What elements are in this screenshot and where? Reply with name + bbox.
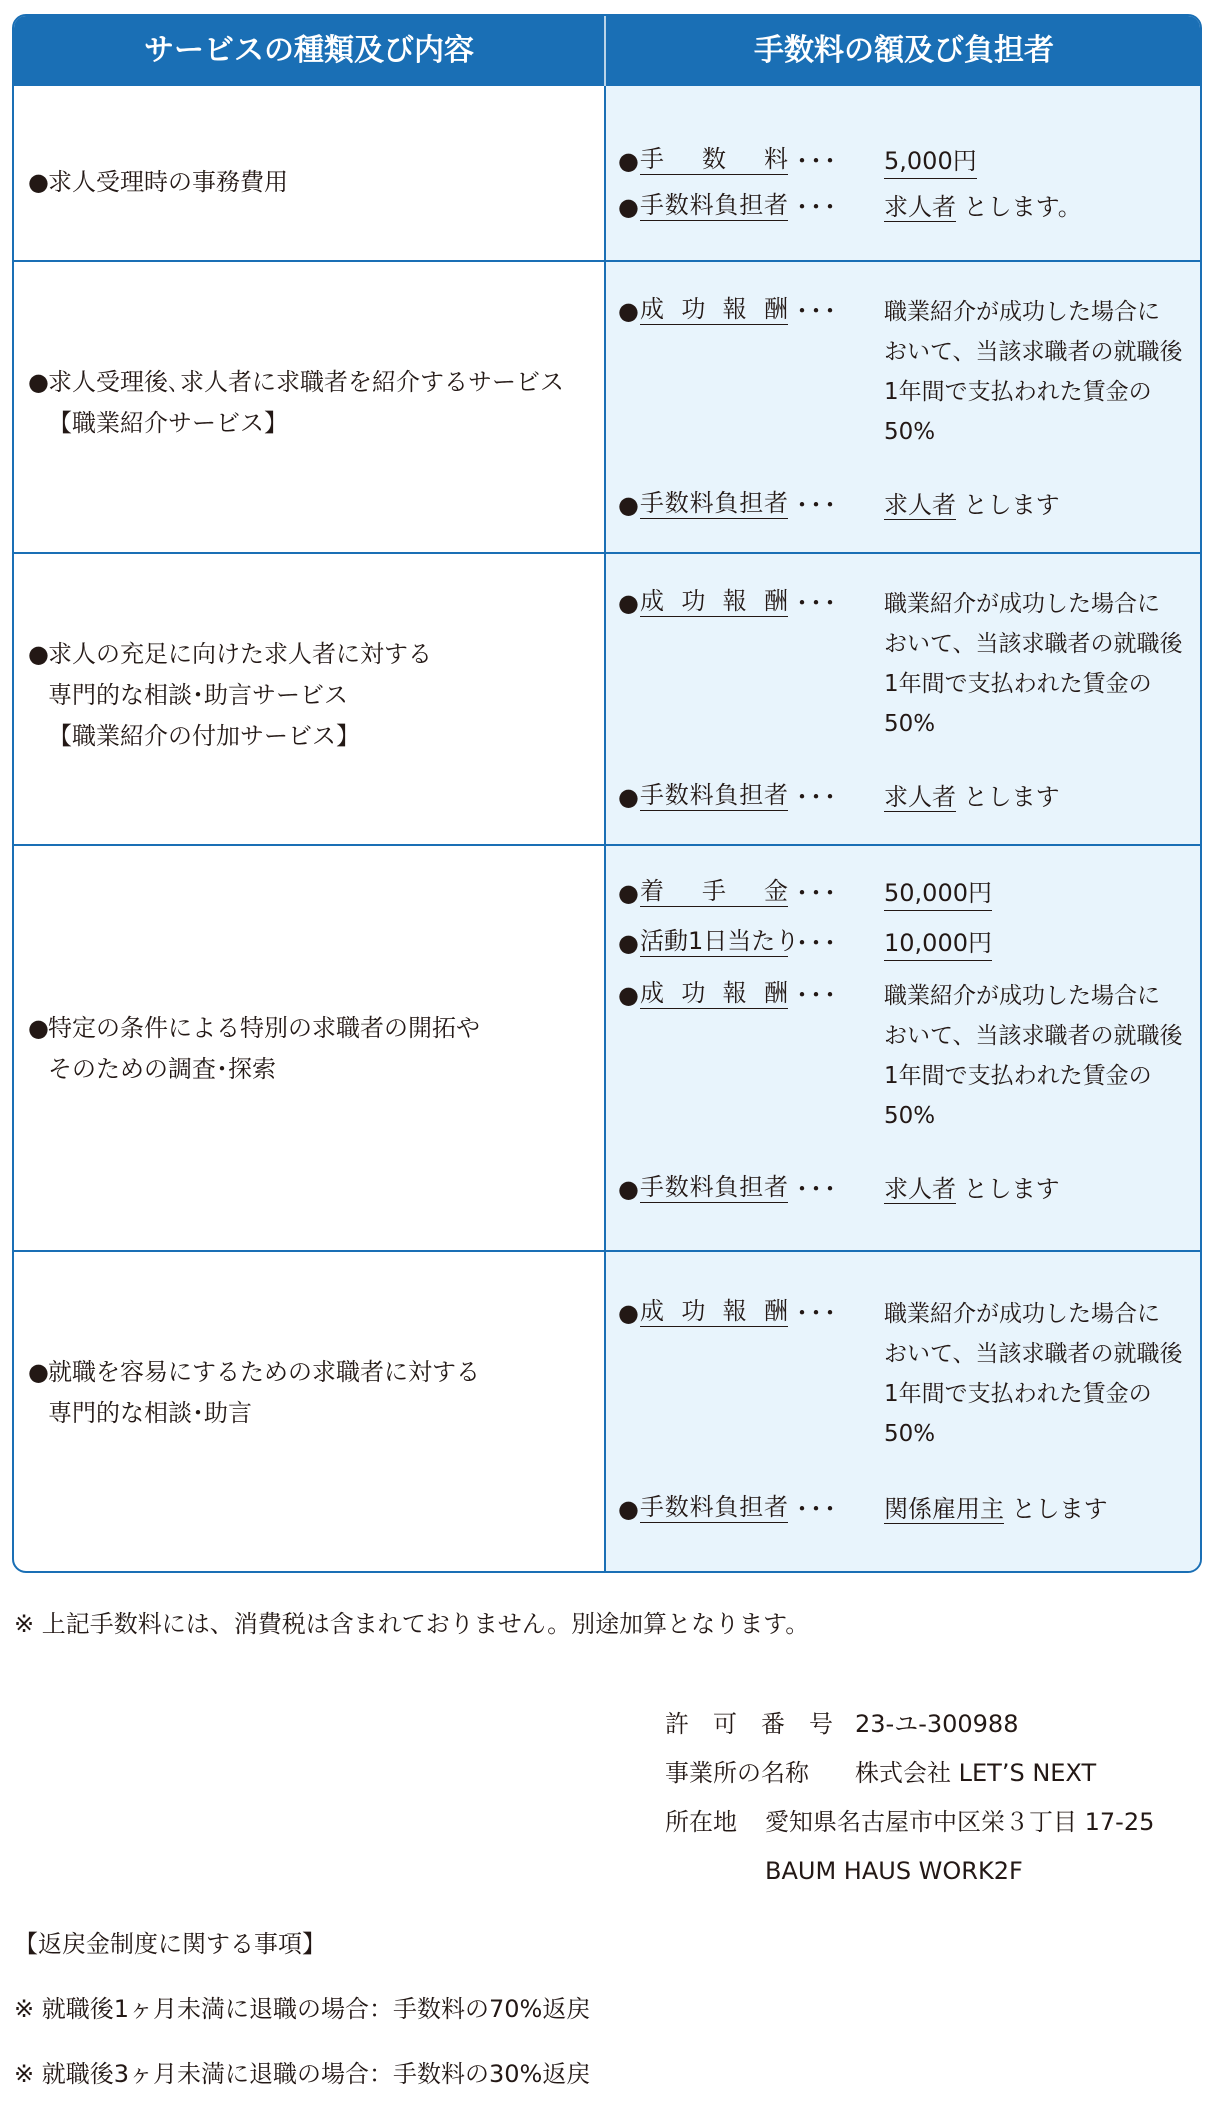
- service-line: 求人の充足に向けた求人者に対する: [48, 640, 432, 668]
- table-row: ●求人の充足に向けた求人者に対する 専門的な相談･助言サービス 【職業紹介の付加サービス】 ● 成 功 報 酬 ･･･ 職業紹介が成功した場合に おいて、当該求職者の就職後 1年間で支払われた賃金の 50% ● 手数料負担者 ･･･ 求人者 とします: [14, 554, 1200, 846]
- address-label: 所在地: [665, 1808, 737, 1836]
- service-line: 就職を容易にするための求職者に対する: [48, 1358, 480, 1386]
- fee-desc-line: おいて、当該求職者の就職後: [884, 1341, 1183, 1367]
- fee-label: 活動1日当たり: [640, 927, 800, 955]
- fee-desc-line: 50%: [884, 1421, 936, 1447]
- fee-column-header: 手数料の額及び負担者: [754, 33, 1054, 68]
- service-description: ●就職を容易にするための求職者に対する 専門的な相談･助言: [28, 1352, 588, 1434]
- fee-value: 50,000円: [884, 876, 992, 911]
- fee-description: [884, 292, 1194, 452]
- service-description: ●求人受理時の事務費用: [28, 168, 288, 196]
- permit-value: 23-ユ-300988: [855, 1710, 1019, 1738]
- service-line: 【職業紹介サービス】: [48, 409, 288, 437]
- fee-label: 着 手 金: [640, 877, 788, 905]
- fee-dots: ･･･: [796, 981, 838, 1009]
- service-line: そのための調査･探索: [48, 1055, 276, 1083]
- service-column-header: サービスの種類及び内容: [144, 33, 474, 68]
- address-line1: 愛知県名古屋市中区栄３丁目 17-25: [765, 1808, 1155, 1836]
- fee-desc-line: 1年間で支払われた賃金の: [884, 1063, 1152, 1089]
- service-line: 求人受理時の事務費用: [48, 168, 288, 196]
- service-line: 専門的な相談･助言: [48, 1399, 252, 1427]
- fee-dots: ･･･: [796, 491, 838, 519]
- fee-suffix: とします: [956, 491, 1060, 519]
- table-row: ●求人受理後､求人者に求職者を紹介するサービス 【職業紹介サービス】 ● 成 功 報 酬 ･･･ 職業紹介が成功した場合に おいて、当該求職者の就職後 1年間で支払われた賃金の 50% ● 手数料負担者 ･･･ 求人者 とします: [14, 262, 1200, 554]
- refund-section: [14, 1912, 590, 2107]
- fee-value: 5,000円: [884, 144, 977, 179]
- fee-dots: ･･･: [796, 929, 838, 957]
- fee-desc-line: おいて、当該求職者の就職後: [884, 339, 1183, 365]
- service-line: 【職業紹介の付加サービス】: [48, 722, 360, 750]
- fee-desc-line: おいて、当該求職者の就職後: [884, 1023, 1183, 1049]
- fee-label: 成 功 報 酬: [640, 1297, 788, 1325]
- fee-label: 成 功 報 酬: [640, 295, 788, 323]
- fee-desc-line: 50%: [884, 711, 936, 737]
- fee-dots: ･･･: [796, 297, 838, 325]
- fee-desc-line: おいて、当該求職者の就職後: [884, 631, 1183, 657]
- fee-desc-line: 1年間で支払われた賃金の: [884, 671, 1152, 697]
- fee-dots: ･･･: [796, 879, 838, 907]
- fee-label: 手数料負担者: [640, 1173, 788, 1201]
- service-line: 特定の条件による特別の求職者の開拓や: [48, 1014, 480, 1042]
- fee-desc-line: 職業紹介が成功した場合に: [884, 591, 1160, 617]
- fee-value: 10,000円: [884, 926, 992, 961]
- fee-dots: ･･･: [796, 1299, 838, 1327]
- fee-label: 成 功 報 酬: [640, 587, 788, 615]
- fee-dots: ･･･: [796, 783, 838, 811]
- fee-payer: 求人者: [884, 1175, 956, 1203]
- service-description: ●求人の充足に向けた求人者に対する 専門的な相談･助言サービス 【職業紹介の付加サービス】: [28, 634, 588, 757]
- address-line2: BAUM HAUS WORK2F: [765, 1857, 1023, 1885]
- refund-item: ※ 就職後1ヶ月未満に退職の場合：手数料の70%返戻: [14, 1995, 591, 2023]
- fee-description: [884, 976, 1194, 1136]
- fee-desc-line: 1年間で支払われた賃金の: [884, 379, 1152, 405]
- office-row: [665, 1749, 1154, 1798]
- permit-row: [665, 1700, 1154, 1749]
- fee-dots: ･･･: [796, 147, 838, 175]
- office-label: 事業所の名称: [665, 1759, 809, 1787]
- table-header: [14, 16, 1200, 86]
- fee-desc-line: 職業紹介が成功した場合に: [884, 983, 1160, 1009]
- fee-payer: 求人者: [884, 491, 956, 519]
- address-row: [665, 1798, 1154, 1847]
- fee-suffix: とします: [956, 1175, 1060, 1203]
- fee-table: [12, 14, 1202, 1573]
- fee-suffix: とします: [956, 783, 1060, 811]
- permit-label: 許 可 番 号: [665, 1710, 833, 1738]
- fee-desc-line: 50%: [884, 419, 936, 445]
- fee-dots: ･･･: [796, 193, 838, 221]
- table-row: ●求人受理時の事務費用 ● 手 数 料 ･･･ 5,000円 ● 手数料負担者 ･･･ 求人者 とします。: [14, 86, 1200, 280]
- fee-suffix: とします。: [956, 193, 1082, 221]
- fee-dots: ･･･: [796, 1495, 838, 1523]
- fee-label: 手 数 料: [640, 145, 788, 173]
- fee-label: 手数料負担者: [640, 489, 788, 517]
- refund-item: ※ 就職後3ヶ月未満に退職の場合：手数料の30%返戻: [14, 2060, 591, 2088]
- fee-payer: 求人者: [884, 783, 956, 811]
- service-line: 求人受理後､求人者に求職者を紹介するサービス: [48, 368, 564, 396]
- fee-payer: 求人者: [884, 193, 956, 221]
- fee-label: 成 功 報 酬: [640, 979, 788, 1007]
- license-info: [665, 1700, 1154, 1896]
- fee-label: 手数料負担者: [640, 191, 788, 219]
- fee-desc-line: 50%: [884, 1103, 936, 1129]
- fee-desc-line: 1年間で支払われた賃金の: [884, 1381, 1152, 1407]
- refund-title: 【返戻金制度に関する事項】: [14, 1930, 326, 1958]
- fee-description: [884, 1294, 1194, 1454]
- fee-desc-line: 職業紹介が成功した場合に: [884, 1301, 1160, 1327]
- tax-note: ※ 上記手数料には、消費税は含まれておりません。別途加算となります。: [14, 1610, 810, 1638]
- service-description: ●求人受理後､求人者に求職者を紹介するサービス 【職業紹介サービス】: [28, 362, 588, 444]
- fee-desc-line: 職業紹介が成功した場合に: [884, 299, 1160, 325]
- service-line: 専門的な相談･助言サービス: [48, 681, 348, 709]
- fee-label: 手数料負担者: [640, 781, 788, 809]
- fee-label: 手数料負担者: [640, 1493, 788, 1521]
- fee-dots: ･･･: [796, 589, 838, 617]
- table-row: ●就職を容易にするための求職者に対する 専門的な相談･助言 ● 成 功 報 酬 ･･･ 職業紹介が成功した場合に おいて、当該求職者の就職後 1年間で支払われた賃金の 50% ● 手数料負担者 ･･･ 関係雇用主 とします: [14, 1252, 1200, 1572]
- fee-suffix: とします: [1004, 1495, 1108, 1523]
- fee-description: [884, 584, 1194, 744]
- office-value: 株式会社 LET’S NEXT: [855, 1759, 1097, 1787]
- service-description: ●特定の条件による特別の求職者の開拓や そのための調査･探索: [28, 1008, 588, 1090]
- fee-dots: ･･･: [796, 1175, 838, 1203]
- table-row: ●特定の条件による特別の求職者の開拓や そのための調査･探索 ● 着 手 金 ･･･ 50,000円 ● 活動1日当たり ･･･ 10,000円 ● 成 功 報 酬 ･･･ 職業紹介が成功した場合に おいて、当該求職者の就職後 1年間で支払われた賃金の 50% ● 手数料負担者 ･･･ 求人者 とします: [14, 846, 1200, 1250]
- fee-payer: 関係雇用主: [884, 1495, 1004, 1523]
